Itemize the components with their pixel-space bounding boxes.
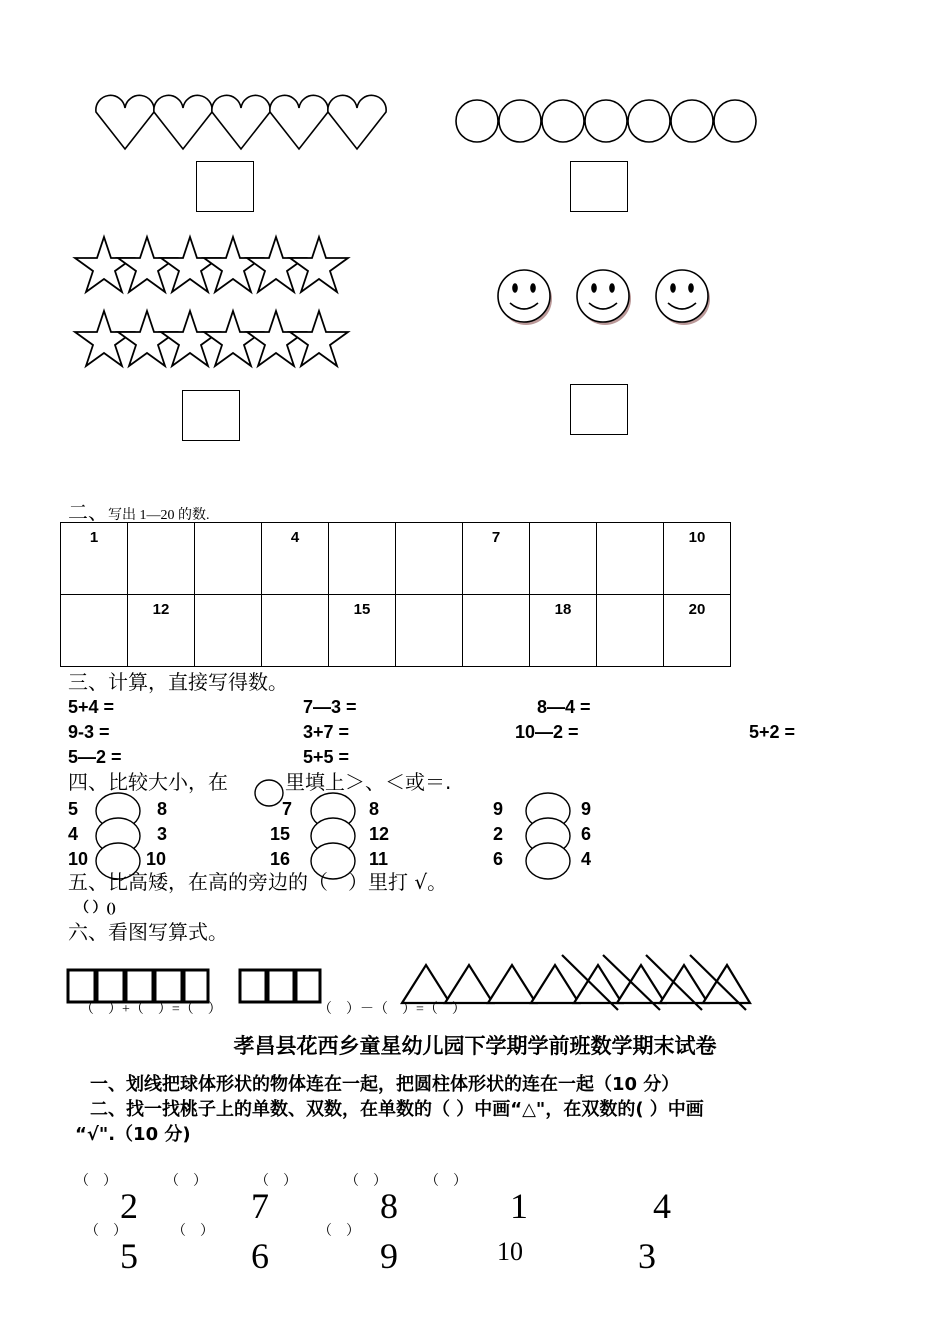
hearts-group <box>96 95 386 149</box>
grid-row-2 <box>61 595 731 667</box>
peach-number: 2 <box>120 1186 138 1226</box>
answer-box-smileys[interactable] <box>570 384 628 435</box>
grid-row-1 <box>61 523 731 595</box>
grid-cell[interactable] <box>262 595 329 667</box>
calc-item[interactable]: 5+5 = <box>303 747 350 767</box>
question-2-line-1: 二、找一找桃子上的单数、双数，在单数的（ ）中画“△"，在双数的( ）中画 <box>90 1099 704 1120</box>
page-title: 孝昌县花西乡童星幼儿园下学期学前班数学期末试卷 <box>233 1034 717 1058</box>
circle-shape <box>671 100 713 142</box>
grid-cell[interactable]: 4 <box>262 523 329 595</box>
compare-right: 10 <box>146 849 167 869</box>
calc-item[interactable]: 5—2 = <box>68 747 122 767</box>
peach-number: 1 <box>510 1186 528 1226</box>
calc-item[interactable]: 3+7 = <box>303 722 350 742</box>
section4-heading: 四、比较大小，在 <box>68 770 228 794</box>
grid-cell[interactable]: 10 <box>664 523 731 595</box>
calc-item[interactable]: 5+2 = <box>749 722 796 742</box>
compare-left: 10 <box>68 849 89 869</box>
answer-box-hearts[interactable] <box>196 161 254 212</box>
grid-cell[interactable] <box>530 523 597 595</box>
grid-cell[interactable]: 20 <box>664 595 731 667</box>
answer-oval <box>526 843 570 879</box>
peach-paren[interactable]: （ ） <box>255 1174 297 1189</box>
peach-number: 3 <box>638 1236 656 1276</box>
heart-shape <box>96 95 154 149</box>
circle-shape <box>499 100 541 142</box>
circle-shape <box>714 100 756 142</box>
calc-item[interactable]: 8—4 = <box>537 697 591 717</box>
grid-cell[interactable] <box>396 595 463 667</box>
peach-number: 10 <box>497 1237 523 1266</box>
stars-group <box>75 237 348 366</box>
grid-cell[interactable]: 15 <box>329 595 396 667</box>
compare-right: 9 <box>581 799 592 819</box>
grid-cell[interactable] <box>195 523 262 595</box>
heart-shape <box>212 95 270 149</box>
grid-cell[interactable] <box>195 595 262 667</box>
peach-number: 5 <box>120 1236 138 1276</box>
smiley-face-icon <box>577 270 631 325</box>
compare-right: 3 <box>157 824 168 844</box>
peach-paren[interactable]: （ ） <box>345 1174 387 1189</box>
peach-number: 9 <box>380 1236 398 1276</box>
circle-shape <box>628 100 670 142</box>
peach-paren[interactable]: （ ） <box>75 1174 117 1189</box>
compare-right: 8 <box>157 799 168 819</box>
grid-cell[interactable]: 7 <box>463 523 530 595</box>
section3-heading: 三、计算，直接写得数。 <box>68 670 288 694</box>
equation-addition[interactable]: （ ）+（ ）=（ ） <box>80 1002 222 1017</box>
peach-paren[interactable]: （ ） <box>318 1224 360 1239</box>
peach-number: 4 <box>653 1186 671 1226</box>
circle-shape <box>542 100 584 142</box>
answer-box-stars[interactable] <box>182 390 240 441</box>
grid-cell[interactable]: 18 <box>530 595 597 667</box>
compare-left: 9 <box>493 799 504 819</box>
smiley-group <box>498 270 710 325</box>
calc-item[interactable]: 5+4 = <box>68 697 115 717</box>
compare-right: 12 <box>369 824 390 844</box>
compare-right: 4 <box>581 849 592 869</box>
compare-left: 4 <box>68 824 79 844</box>
equation-subtraction[interactable]: （ ）－（ ）=（ ） <box>318 1002 466 1017</box>
smiley-face-icon <box>498 270 552 325</box>
circle-shape <box>456 100 498 142</box>
peach-number: 8 <box>380 1186 398 1226</box>
section2-instruction: 写出 1—20 的数. <box>108 508 210 523</box>
peach-paren[interactable]: （ ） <box>172 1224 214 1239</box>
peach-number: 7 <box>251 1186 269 1226</box>
peach-number: 6 <box>251 1236 269 1276</box>
heart-shape <box>328 95 386 149</box>
grid-cell[interactable] <box>463 595 530 667</box>
section5-answer-parens[interactable]: （ ）() <box>75 901 116 916</box>
grid-cell[interactable] <box>329 523 396 595</box>
grid-cell[interactable] <box>61 595 128 667</box>
compare-right: 8 <box>369 799 380 819</box>
heart-shape <box>154 95 212 149</box>
calc-item[interactable]: 7—3 = <box>303 697 357 717</box>
smiley-face-icon <box>656 270 710 325</box>
answer-box-circles[interactable] <box>570 161 628 212</box>
compare-right: 11 <box>369 849 389 869</box>
section4-heading-tail: 里填上＞、＜或＝. <box>285 770 452 794</box>
compare-left: 7 <box>282 799 293 819</box>
grid-cell[interactable] <box>597 595 664 667</box>
section2-number: 二、 <box>68 500 108 524</box>
grid-cell[interactable] <box>128 523 195 595</box>
grid-cell[interactable]: 1 <box>61 523 128 595</box>
compare-left: 6 <box>493 849 504 869</box>
compare-left: 2 <box>493 824 504 844</box>
circles-group <box>456 100 756 142</box>
calc-item[interactable]: 10—2 = <box>515 722 579 742</box>
number-grid <box>60 522 731 667</box>
grid-cell[interactable] <box>597 523 664 595</box>
section6-heading: 六、看图写算式。 <box>68 920 228 944</box>
peach-paren[interactable]: （ ） <box>85 1224 127 1239</box>
calc-item[interactable]: 9-3 = <box>68 722 110 742</box>
question-2-line-2: “√".（10 分) <box>75 1124 191 1145</box>
section5-heading: 五、比高矮，在高的旁边的（ ）里打 √。 <box>68 870 448 894</box>
compare-left: 16 <box>270 849 291 869</box>
answer-oval <box>255 780 283 806</box>
heart-shape <box>270 95 328 149</box>
question-1: 一、划线把球体形状的物体连在一起，把圆柱体形状的连在一起（10 分） <box>90 1074 680 1095</box>
compare-right: 6 <box>581 824 592 844</box>
compare-left: 5 <box>68 799 79 819</box>
peach-paren[interactable]: （ ） <box>425 1174 467 1189</box>
compare-left: 15 <box>270 824 291 844</box>
circle-shape <box>585 100 627 142</box>
peach-paren[interactable]: （ ） <box>165 1174 207 1189</box>
grid-cell[interactable] <box>396 523 463 595</box>
grid-cell[interactable]: 12 <box>128 595 195 667</box>
